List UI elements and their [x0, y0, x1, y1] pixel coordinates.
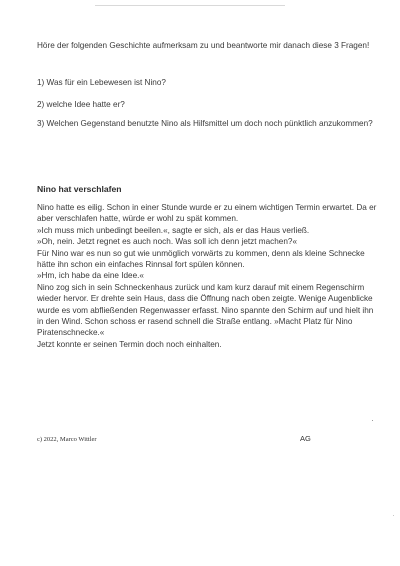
- story-title: Nino hat verschlafen: [37, 184, 122, 194]
- scan-artifact-line: [95, 5, 285, 6]
- instructions-intro: Höre der folgenden Geschichte aufmerksam zu und beantworte mir danach diese 3 Fragen!: [37, 41, 370, 50]
- story-paragraph: »Ich muss mich unbedingt beeilen.«, sagte er sich, als er das Haus verließ.: [37, 225, 310, 235]
- copyright-notice: c) 2022, Marco Wittler: [37, 436, 97, 443]
- question-2: 2) welche Idee hatte er?: [37, 100, 125, 109]
- story-paragraph: Jetzt konnte er seinen Termin doch noch einhalten.: [37, 339, 222, 349]
- story-paragraph: Für Nino war es nun so gut wie unmöglich vorwärts zu kommen, denn als kleine Schnecke hätte ihn schon ein einfaches Rinnsal fort spülen können.: [37, 248, 365, 270]
- story-paragraph: »Oh, nein. Jetzt regnet es auch noch. Was soll ich denn jetzt machen?«: [37, 237, 298, 247]
- question-1: 1) Was für ein Lebewesen ist Nino?: [37, 78, 166, 87]
- footer-tag: AG: [300, 434, 311, 443]
- story-paragraph: Nino hatte es eilig. Schon in einer Stunde wurde er zu einem wichtigen Termin erwartet. Da er aber verschlafen hatte, würde er wohl zu spät kommen.: [37, 203, 377, 224]
- question-3: 3) Welchen Gegenstand benutzte Nino als Hilfsmittel um doch noch pünktlich anzukommen?: [37, 119, 373, 128]
- story-paragraph: »Hm, ich habe da eine Idee.«: [37, 271, 144, 281]
- story-body: [37, 202, 380, 350]
- scan-speck: [372, 420, 373, 421]
- scan-speck: [393, 515, 394, 516]
- story-paragraph: Nino zog sich in sein Schneckenhaus zurück und kam kurz darauf mit einem Regenschirm wieder hervor. Er drehte sein Haus, dass die Öffnung nach oben zeigte. Wenige Augenblicke wurde es vom abfließenden Regenwasser erfasst. Nino spannte den Schirm auf und hielt ihn in den Wind. Schon schoss er rasend schnell die Straße entlang. »Macht Platz für Nino Piratenschnecke.«: [37, 282, 374, 338]
